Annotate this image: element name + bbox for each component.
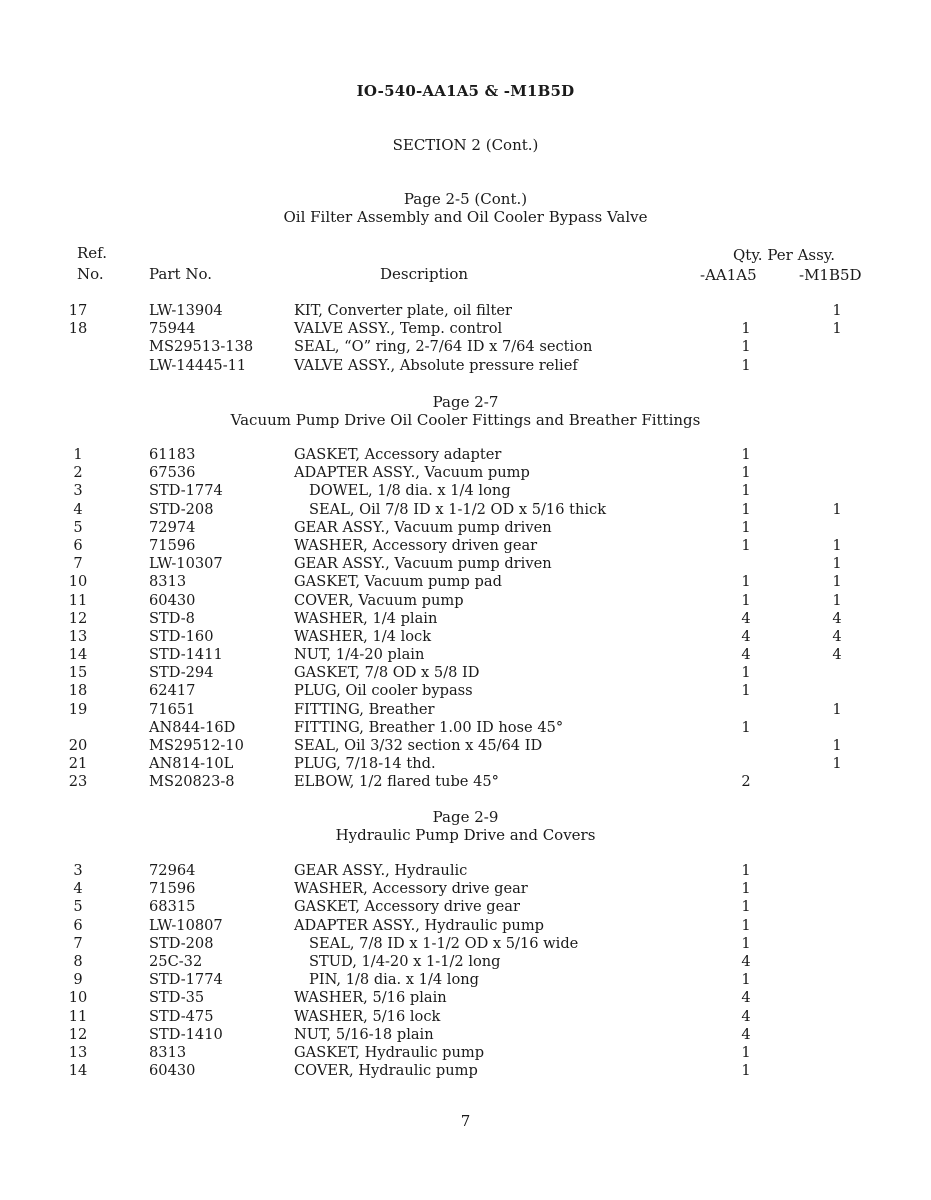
part-number: STD-475 [149,1007,214,1025]
part-number: 8313 [149,1043,187,1061]
document-title: IO-540-AA1A5 & -M1B5D [356,82,575,100]
part-description: COVER, Hydraulic pump [294,1062,478,1080]
column-header-qty: Qty. Per Assy. [733,246,836,264]
part-description: SEAL, Oil 3/32 section x 45/64 ID [294,737,543,754]
part-number: STD-8 [149,609,195,627]
table-row [0,862,931,880]
table-row [0,646,931,664]
part-description: NUT, 1/4-20 plain [294,646,425,664]
ref-number: 12 [68,609,88,627]
column-header-ref: Ref. [77,244,107,262]
qty-aa1a5: 1 [741,971,751,989]
qty-m1b5d: 1 [832,302,842,319]
ref-number: 18 [68,320,88,338]
ref-number: 7 [73,934,83,952]
part-description: ELBOW, 1/2 flared tube 45° [294,773,499,791]
part-description: WASHER, Accessory drive gear [294,880,528,898]
table-row [0,302,931,320]
part-number: 61183 [149,446,196,463]
column-header-part: Part No. [149,265,212,283]
qty-aa1a5: 1 [741,338,751,356]
ref-number: 21 [68,755,88,773]
part-description: STUD, 1/4-20 x 1-1/2 long [309,952,501,970]
qty-aa1a5: 1 [741,573,751,591]
part-description: ADAPTER ASSY., Vacuum pump [294,464,530,482]
ref-number: 6 [73,916,83,934]
qty-m1b5d: 1 [832,737,842,754]
column-header-no: No. [77,265,104,283]
part-description: COVER, Vacuum pump [294,591,464,609]
ref-number: 19 [68,700,88,718]
table-row [0,701,931,719]
part-number: STD-1410 [149,1025,223,1043]
table-row [0,953,931,971]
qty-m1b5d: 4 [832,609,842,627]
part-number: 71651 [149,700,196,718]
qty-aa1a5: 2 [741,773,751,791]
parts-list [0,446,931,792]
qty-aa1a5: 1 [741,482,751,500]
qty-aa1a5: 1 [741,718,751,736]
part-number: 71596 [149,536,196,554]
ref-number: 8 [73,952,83,970]
part-description: GASKET, 7/8 OD x 5/8 ID [294,664,480,682]
column-header-aa1a5: -AA1A5 [700,266,757,284]
table-row [0,737,931,755]
ref-number: 7 [73,555,83,573]
qty-aa1a5: 1 [741,682,751,700]
qty-aa1a5: 1 [741,500,751,518]
ref-number: 1 [73,446,83,463]
part-number: STD-208 [149,934,214,952]
ref-number: 5 [73,518,83,536]
part-description: DOWEL, 1/8 dia. x 1/4 long [309,482,511,500]
part-description: ADAPTER ASSY., Hydraulic pump [294,916,545,934]
table-row [0,971,931,989]
part-number: LW-14445-11 [149,356,247,374]
column-header-description: Description [380,265,469,283]
part-description: WASHER, 1/4 lock [294,627,432,645]
ref-number: 4 [73,500,83,518]
table-row [0,482,931,500]
section-title: SECTION 2 (Cont.) [392,136,539,154]
table-row [0,719,931,737]
section-heading: Hydraulic Pump Drive and Covers [335,826,596,844]
part-number: 25C-32 [149,952,203,970]
ref-number: 5 [73,898,83,916]
parts-list [0,862,931,1080]
qty-aa1a5: 4 [741,952,751,970]
part-number: 60430 [149,591,196,609]
qty-aa1a5: 1 [741,934,751,952]
ref-number: 10 [68,989,88,1007]
part-number: STD-1774 [149,482,223,500]
qty-aa1a5: 4 [741,1025,751,1043]
part-description: GASKET, Vacuum pump pad [294,573,502,591]
part-number: STD-1774 [149,971,223,989]
qty-aa1a5: 1 [741,536,751,554]
part-number: LW-13904 [149,302,223,319]
ref-number: 20 [68,737,88,754]
qty-aa1a5: 1 [741,862,751,879]
table-row [0,555,931,573]
section-heading: Oil Filter Assembly and Oil Cooler Bypass Valve [283,208,648,226]
qty-aa1a5: 4 [741,989,751,1007]
part-number: AN844-16D [149,718,236,736]
part-number: STD-294 [149,664,214,682]
section-page-ref: Page 2-7 [432,393,499,411]
ref-number: 14 [68,646,88,664]
qty-aa1a5: 1 [741,1043,751,1061]
part-description: PIN, 1/8 dia. x 1/4 long [309,971,480,989]
table-row [0,917,931,935]
ref-number: 11 [68,591,88,609]
ref-number: 11 [68,1007,88,1025]
table-row [0,537,931,555]
table-row [0,989,931,1007]
table-row [0,1044,931,1062]
part-number: MS20823-8 [149,773,235,791]
part-number: 62417 [149,682,196,700]
table-row [0,501,931,519]
ref-number: 9 [73,971,83,989]
ref-number: 3 [73,482,83,500]
ref-number: 13 [68,627,88,645]
qty-aa1a5: 4 [741,627,751,645]
part-number: 75944 [149,320,196,338]
part-description: KIT, Converter plate, oil filter [294,302,512,319]
qty-m1b5d: 1 [832,755,842,773]
qty-aa1a5: 4 [741,609,751,627]
qty-m1b5d: 1 [832,320,842,338]
part-description: FITTING, Breather 1.00 ID hose 45° [294,718,564,736]
table-row [0,898,931,916]
qty-aa1a5: 1 [741,356,751,374]
part-number: 72964 [149,862,196,879]
part-number: 67536 [149,464,196,482]
part-description: SEAL, Oil 7/8 ID x 1-1/2 OD x 5/16 thick [309,500,607,518]
part-number: STD-35 [149,989,205,1007]
table-row [0,755,931,773]
part-description: VALVE ASSY., Temp. control [294,320,503,338]
ref-number: 10 [68,573,88,591]
part-number: STD-208 [149,500,214,518]
table-row [0,573,931,591]
qty-aa1a5: 4 [741,646,751,664]
ref-number: 12 [68,1025,88,1043]
qty-aa1a5: 1 [741,320,751,338]
ref-number: 18 [68,682,88,700]
ref-number: 6 [73,536,83,554]
qty-aa1a5: 1 [741,880,751,898]
part-description: VALVE ASSY., Absolute pressure relief [294,356,578,374]
qty-aa1a5: 1 [741,664,751,682]
table-row [0,773,931,791]
part-number: STD-1411 [149,646,223,664]
part-number: STD-160 [149,627,214,645]
table-row [0,610,931,628]
qty-aa1a5: 1 [741,518,751,536]
qty-m1b5d: 1 [832,555,842,573]
qty-aa1a5: 1 [741,898,751,916]
table-row [0,664,931,682]
qty-aa1a5: 1 [741,916,751,934]
column-header-m1b5d: -M1B5D [799,266,862,284]
table-row [0,1026,931,1044]
ref-number: 4 [73,880,83,898]
table-row [0,357,931,375]
table-row [0,628,931,646]
part-description: PLUG, Oil cooler bypass [294,682,473,700]
part-description: FITTING, Breather [294,700,435,718]
table-row [0,880,931,898]
part-description: SEAL, “O” ring, 2-7/64 ID x 7/64 section [294,338,593,356]
part-description: GEAR ASSY., Hydraulic [294,862,468,879]
qty-m1b5d: 4 [832,646,842,664]
qty-m1b5d: 1 [832,536,842,554]
part-description: GASKET, Hydraulic pump [294,1043,485,1061]
part-number: 71596 [149,880,196,898]
table-row [0,320,931,338]
ref-number: 17 [68,302,88,319]
table-row [0,519,931,537]
ref-number: 15 [68,664,88,682]
part-description: PLUG, 7/18-14 thd. [294,755,436,773]
ref-number: 13 [68,1043,88,1061]
parts-list [0,302,931,375]
part-description: NUT, 5/16-18 plain [294,1025,434,1043]
qty-m1b5d: 1 [832,700,842,718]
table-row [0,935,931,953]
part-number: AN814-10L [149,755,234,773]
table-row [0,1062,931,1080]
part-description: WASHER, 5/16 plain [294,989,447,1007]
qty-aa1a5: 1 [741,464,751,482]
part-number: LW-10307 [149,555,223,573]
part-description: WASHER, 1/4 plain [294,609,438,627]
part-description: SEAL, 7/8 ID x 1-1/2 OD x 5/16 wide [309,934,579,952]
part-description: GASKET, Accessory drive gear [294,898,520,916]
section-heading: Vacuum Pump Drive Oil Cooler Fittings and Breather Fittings [230,411,701,429]
qty-aa1a5: 4 [741,1007,751,1025]
ref-number: 14 [68,1062,88,1080]
ref-number: 2 [73,464,83,482]
table-row [0,338,931,356]
part-description: GEAR ASSY., Vacuum pump driven [294,518,552,536]
qty-m1b5d: 1 [832,500,842,518]
qty-aa1a5: 1 [741,446,751,463]
section-page-ref: Page 2-9 [432,808,499,826]
part-description: WASHER, Accessory driven gear [294,536,538,554]
ref-number: 23 [68,773,88,791]
part-number: MS29513-138 [149,338,254,356]
part-number: 72974 [149,518,196,536]
ref-number: 3 [73,862,83,879]
part-number: 8313 [149,573,187,591]
section-page-ref: Page 2-5 (Cont.) [403,190,528,208]
part-number: 60430 [149,1062,196,1080]
page-number: 7 [460,1112,471,1130]
part-number: 68315 [149,898,196,916]
qty-m1b5d: 4 [832,627,842,645]
table-row [0,682,931,700]
qty-aa1a5: 1 [741,1062,751,1080]
qty-aa1a5: 1 [741,591,751,609]
part-description: GASKET, Accessory adapter [294,446,502,463]
qty-m1b5d: 1 [832,573,842,591]
part-description: GEAR ASSY., Vacuum pump driven [294,555,552,573]
table-row [0,592,931,610]
table-row [0,464,931,482]
qty-m1b5d: 1 [832,591,842,609]
table-row [0,1008,931,1026]
part-description: WASHER, 5/16 lock [294,1007,441,1025]
part-number: LW-10807 [149,916,223,934]
part-number: MS29512-10 [149,737,244,754]
table-row [0,446,931,464]
